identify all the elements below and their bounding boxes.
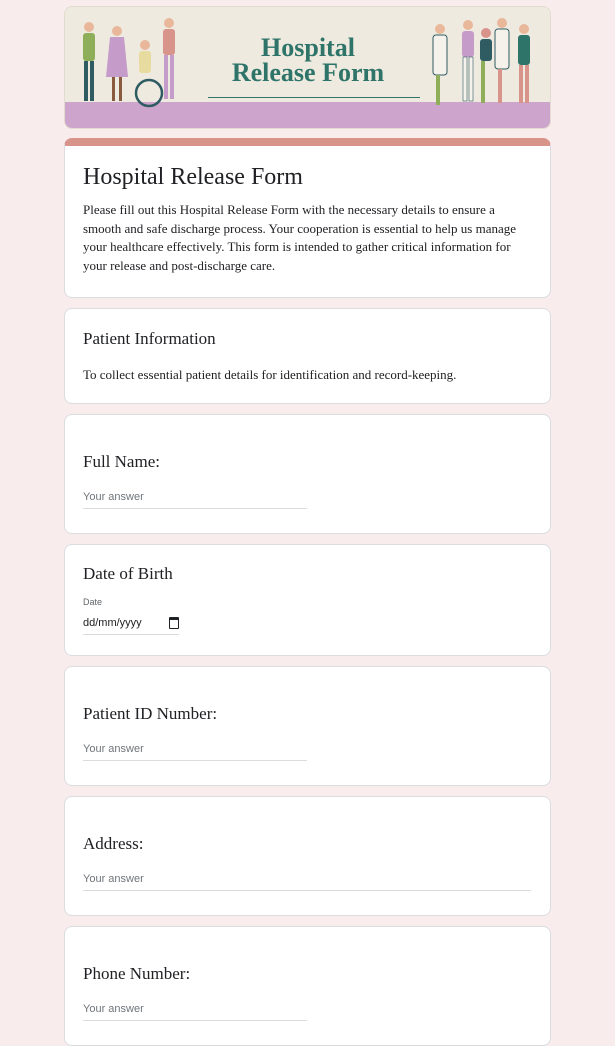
header-banner: [64, 6, 551, 129]
question-label: Full Name:: [83, 452, 160, 471]
form-title: Hospital Release Form: [83, 164, 303, 190]
question-date-of-birth: [64, 544, 551, 656]
section-title: Patient Information: [83, 329, 216, 348]
date-sublabel: Date: [83, 597, 103, 607]
form-description: Please fill out this Hospital Release Form with the necessary details to ensure a smooth and safe discharge process. Your cooperation is essential to help us manage your healthcare effectively. This form is intended to gather critical information for your release and post-discharge care.: [83, 202, 516, 273]
question-patient-id: [64, 666, 551, 786]
medical-people-illustration-left: [77, 17, 197, 117]
patient-id-input[interactable]: Your answer: [83, 743, 307, 761]
question-phone-number: [64, 926, 551, 1046]
phone-number-input[interactable]: Your answer: [83, 1003, 307, 1021]
date-value: dd/mm/yyyy: [83, 617, 142, 629]
section-description: To collect essential patient details for identification and record-keeping.: [83, 367, 457, 382]
form-container: [64, 0, 551, 1046]
question-label: Patient ID Number:: [83, 704, 218, 723]
calendar-icon[interactable]: [169, 617, 179, 629]
question-label: Phone Number:: [83, 964, 191, 983]
question-full-name: [64, 414, 551, 534]
question-label: Date of Birth: [83, 564, 173, 583]
banner-divider: [208, 97, 420, 98]
question-address: [64, 796, 551, 916]
banner-title: Hospital Release Form: [231, 33, 385, 87]
address-input[interactable]: Your answer: [83, 873, 531, 891]
question-label: Address:: [83, 834, 144, 853]
full-name-input[interactable]: Your answer: [83, 491, 307, 509]
medical-people-illustration-right: [428, 17, 538, 117]
form-title-card: [64, 138, 551, 298]
date-of-birth-input[interactable]: [83, 617, 179, 635]
section-header-card: [64, 308, 551, 404]
